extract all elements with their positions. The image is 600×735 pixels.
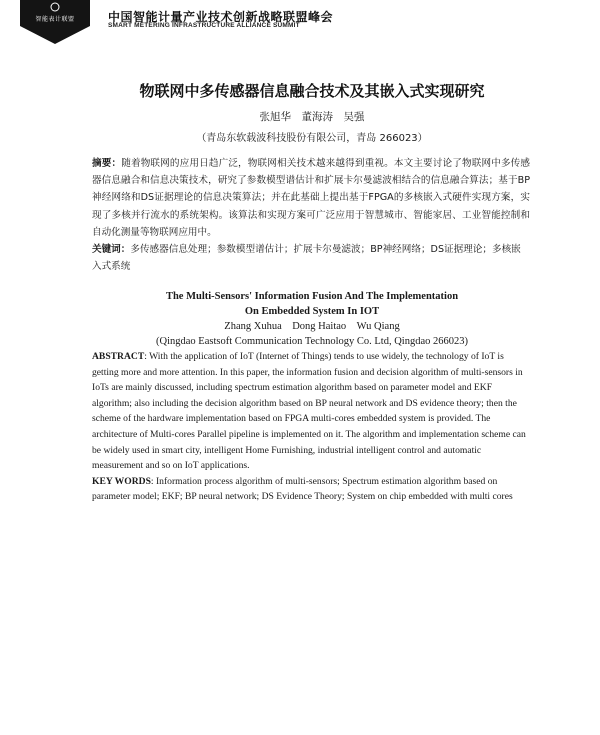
alliance-name-en: SMART METERING INFRASTRUCTURE ALLIANCE SUMMIT <box>108 22 300 29</box>
en-abstract-label: ABSTRACT <box>92 351 145 362</box>
cn-keywords-text: 多传感器信息处理；参数模型谱估计；扩展卡尔曼滤波；BP神经网络；DS证据理论；多核嵌入式系统 <box>92 244 521 273</box>
logo-text: 智能表计联盟 <box>35 16 75 23</box>
en-keywords-text: : Information process algorithm of multi-sensors; Spectrum estimation algorithm based on parameter model; EKF; BP neural network; DS Evidence Theory; System on chip embedded with multi cores <box>92 475 513 503</box>
en-abstract-text: : With the application of IoT (Internet of Things) tends to use widely, the technology of IoT is getting more and more attention. In this paper, the information fusion and decision algorithm of multi-sensors in IoTs are mainly discussed, including spectrum estimation algorithm based on parameter model and EKF algorithm; also including the decision algorithm based on BP neural network and DS evidence theory; then the scheme of the hardware implementation based on FPGA multi-cores embedded system is provided. The architecture of Multi-cores Parallel pipeline is implemented on it. The algorithm and implementation scheme can be widely used in smart city, intelligent Home Furnishing, industrial intelligent control and automatic measurement and so on IoT applications. <box>92 351 526 472</box>
cn-affiliation: （青岛东软载波科技股份有限公司，青岛 266023） <box>196 133 428 144</box>
en-body <box>92 349 532 505</box>
cn-abstract-text: 随着物联网的应用日趋广泛，物联网相关技术越来越得到重视。本文主要讨论了物联网中多传感器信息融合和信息决策技术，研究了参数模型谱估计和扩展卡尔曼滤波相结合的信息融合算法；基于BP神经网络和DS证据理论的信息决策算法；并在此基础上提出基于FPGA的多核嵌入式硬件实现方案，实现了多核并行流水的系统架构。该算法和实现方案可广泛应用于智慧城市、智能家居、工业智能控制和自动化测量等物联网应用中。 <box>92 158 531 238</box>
en-title-line2: On Embedded System In IOT <box>244 305 380 317</box>
en-title-line1: The Multi-Sensors' Information Fusion And The Implementation <box>165 291 459 302</box>
en-affiliation: (Qingdao Eastsoft Communication Technology Co. Ltd, Qingdao 266023) <box>156 335 468 347</box>
cn-title-block <box>92 80 532 144</box>
alliance-name-cn: 中国智能计量产业技术创新战略联盟峰会 <box>108 10 334 24</box>
cn-keywords-label: 关键词： <box>92 244 131 255</box>
en-keywords-label: KEY WORDS <box>92 475 151 487</box>
en-abstract <box>92 349 532 474</box>
header-band <box>0 0 600 40</box>
cn-authors: 张旭华 董海涛 吴强 <box>259 111 365 123</box>
cn-abstract <box>92 155 530 241</box>
cn-keywords <box>92 241 530 275</box>
cn-abstract-label: 摘要： <box>92 158 122 169</box>
en-authors: Zhang Xuhua Dong Haitao Wu Qiang <box>224 321 400 332</box>
cn-title: 物联网中多传感器信息融合技术及其嵌入式实现研究 <box>139 82 485 100</box>
en-title-block <box>92 290 532 349</box>
en-keywords <box>92 474 532 505</box>
